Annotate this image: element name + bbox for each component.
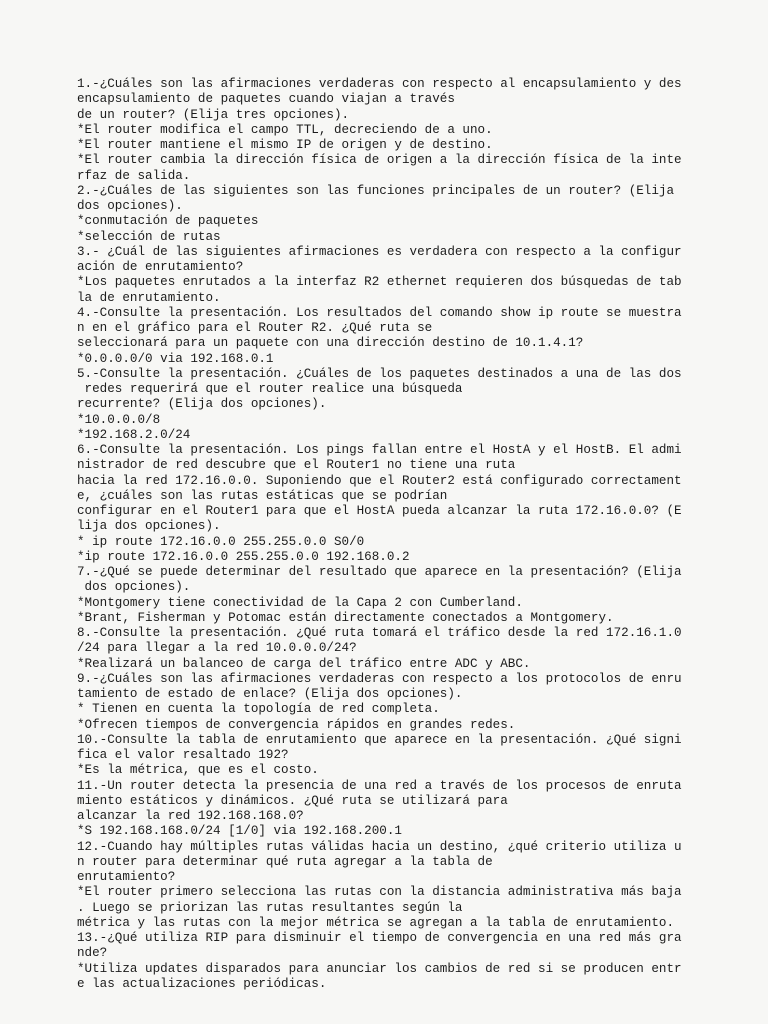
text-line: redes requerirá que el router realice una búsqueda xyxy=(77,382,463,396)
text-line: de un router? (Elija tres opciones). xyxy=(77,107,350,122)
text-line: alcanzar la red 192.168.168.0? xyxy=(77,809,304,823)
text-line: * ip route 172.16.0.0 255.255.0.0 S0/0 xyxy=(77,534,365,549)
text-line: *S 192.168.168.0/24 [1/0] via 192.168.200.1 xyxy=(77,824,402,839)
text-line: 2.-¿Cuáles de las siguientes son las funciones principales de un router? (Elija xyxy=(77,183,675,198)
text-line: enrutamiento? xyxy=(77,870,176,884)
text-line: hacia la red 172.16.0.0. Suponiendo que el Router2 está configurado correctament xyxy=(77,473,682,488)
text-line: *Los paquetes enrutados a la interfaz R2 ethernet requieren dos búsquedas de tab xyxy=(77,275,682,290)
text-line: 11.-Un router detecta la presencia de una red a través de los procesos de enruta xyxy=(77,778,682,793)
text-line: dos opciones). xyxy=(77,580,191,595)
text-line: 6.-Consulte la presentación. Los pings fallan entre el HostA y el HostB. El admi xyxy=(77,443,682,457)
text-line: 12.-Cuando hay múltiples rutas válidas hacia un destino, ¿qué criterio utiliza u xyxy=(77,839,682,854)
text-line: *192.168.2.0/24 xyxy=(77,427,191,442)
text-line: fica el valor resaltado 192? xyxy=(77,748,289,762)
text-line: 4.-Consulte la presentación. Los resultados del comando show ip route se muestra xyxy=(77,305,682,320)
text-line: ación de enrutamiento? xyxy=(77,260,244,274)
text-line: recurrente? (Elija dos opciones). xyxy=(77,397,327,412)
text-line: *selección de rutas xyxy=(77,229,221,244)
text-line: . Luego se priorizan las rutas resultantes según la xyxy=(77,900,463,915)
text-line: 10.-Consulte la tabla de enrutamiento que aparece en la presentación. ¿Qué signi xyxy=(77,732,682,747)
text-line: *Ofrecen tiempos de convergencia rápidos en grandes redes. xyxy=(77,717,516,732)
text-line: la de enrutamiento. xyxy=(77,290,221,305)
text-line: *0.0.0.0/0 via 192.168.0.1 xyxy=(77,351,274,366)
text-line: lija dos opciones). xyxy=(77,519,221,534)
text-line: *ip route 172.16.0.0 255.255.0.0 192.168.0.2 xyxy=(77,549,410,564)
text-line: 1.-¿Cuáles son las afirmaciones verdaderas con respecto al encapsulamiento y des xyxy=(77,77,682,91)
text-line: * Tienen en cuenta la topología de red completa. xyxy=(77,702,440,717)
text-line: tamiento de estado de enlace? (Elija dos opciones). xyxy=(77,687,463,701)
text-line: 9.-¿Cuáles son las afirmaciones verdaderas con respecto a los protocolos de enru xyxy=(77,671,682,686)
text-line: *Es la métrica, que es el costo. xyxy=(77,763,319,778)
text-line: *El router primero selecciona las rutas con la distancia administrativa más baja xyxy=(77,885,682,900)
text-line: *Utiliza updates disparados para anunciar los cambios de red si se producen entr xyxy=(77,961,682,976)
text-line: e, ¿cuáles son las rutas estáticas que se podrían xyxy=(77,488,448,503)
text-line: nde? xyxy=(77,946,108,961)
text-line: e las actualizaciones periódicas. xyxy=(77,976,327,991)
text-line: miento estáticos y dinámicos. ¿Qué ruta se utilizará para xyxy=(77,793,508,808)
document-body-text xyxy=(77,77,697,992)
text-line: *Realizará un balanceo de carga del tráfico entre ADC y ABC. xyxy=(77,656,531,671)
text-line: 5.-Consulte la presentación. ¿Cuáles de los paquetes destinados a una de las dos xyxy=(77,366,682,381)
text-line: 8.-Consulte la presentación. ¿Qué ruta tomará el tráfico desde la red 172.16.1.0 xyxy=(77,626,682,640)
text-line: /24 para llegar a la red 10.0.0.0/24? xyxy=(77,641,357,656)
text-line: n router para determinar qué ruta agregar a la tabla de xyxy=(77,854,493,869)
text-line: *Brant, Fisherman y Potomac están directamente conectados a Montgomery. xyxy=(77,610,614,625)
text-line: 13.-¿Qué utiliza RIP para disminuir el tiempo de convergencia en una red más gra xyxy=(77,931,682,945)
text-line: rfaz de salida. xyxy=(77,168,191,183)
text-line: *El router mantiene el mismo IP de origen y de destino. xyxy=(77,138,493,152)
text-line: encapsulamiento de paquetes cuando viajan a través xyxy=(77,92,455,107)
text-line: métrica y las rutas con la mejor métrica se agregan a la tabla de enrutamiento. xyxy=(77,915,675,930)
text-line: 7.-¿Qué se puede determinar del resultado que aparece en la presentación? (Elija xyxy=(77,565,682,579)
text-line: *10.0.0.0/8 xyxy=(77,412,161,427)
text-line: *Montgomery tiene conectividad de la Capa 2 con Cumberland. xyxy=(77,595,523,610)
text-line: dos opciones). xyxy=(77,199,183,213)
text-line: seleccionará para un paquete con una dirección destino de 10.1.4.1? xyxy=(77,336,584,351)
text-line: *conmutación de paquetes xyxy=(77,214,259,229)
text-line: n en el gráfico para el Router R2. ¿Qué ruta se xyxy=(77,321,433,335)
text-line: *El router cambia la dirección física de origen a la dirección física de la inte xyxy=(77,153,682,168)
text-line: 3.- ¿Cuál de las siguientes afirmaciones es verdadera con respecto a la configur xyxy=(77,244,682,259)
text-line: nistrador de red descubre que el Router1 no tiene una ruta xyxy=(77,458,516,473)
text-line: *El router modifica el campo TTL, decreciendo de a uno. xyxy=(77,122,493,137)
text-line: configurar en el Router1 para que el HostA pueda alcanzar la ruta 172.16.0.0? (E xyxy=(77,504,682,518)
